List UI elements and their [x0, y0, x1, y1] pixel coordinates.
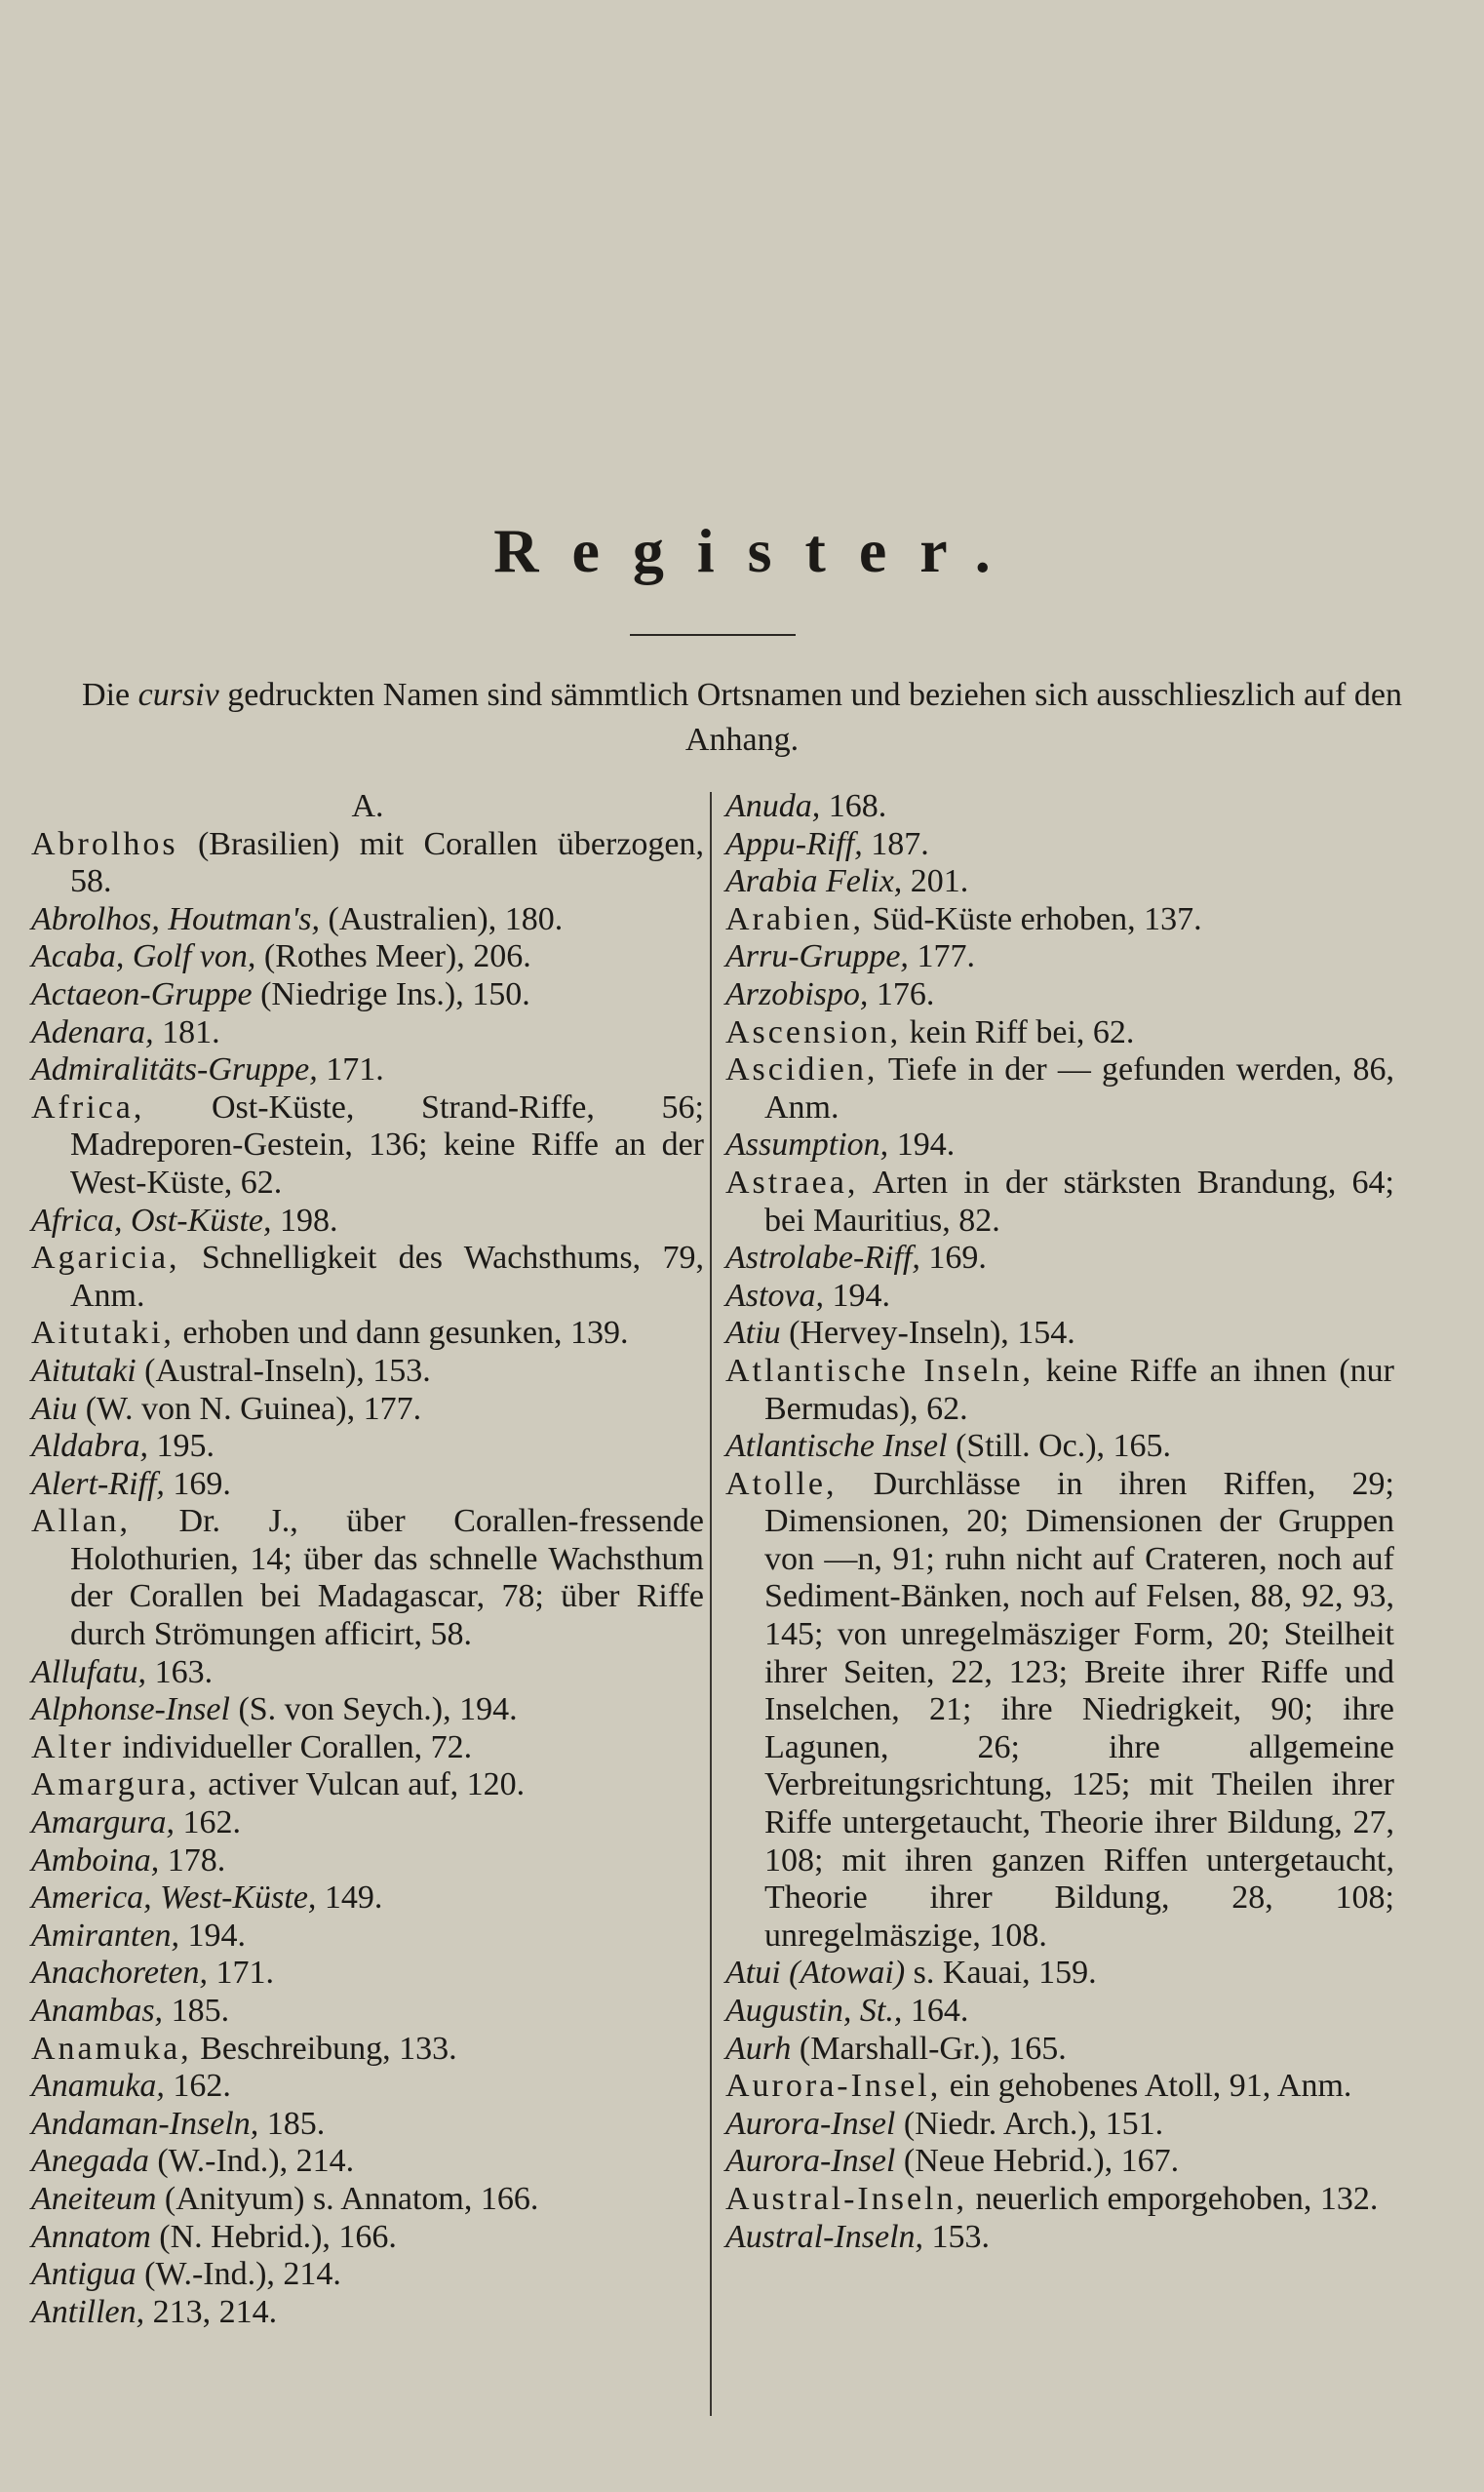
- index-entry: [31, 1691, 704, 1729]
- index-entry: [31, 1089, 704, 1203]
- entry-headword: Agaricia,: [31, 1240, 180, 1277]
- index-entry: [725, 1315, 1394, 1353]
- entry-headword: Ascension,: [725, 1013, 902, 1050]
- entry-headword: Abrolhos, Houtman's,: [31, 900, 320, 937]
- entry-headword: Allan,: [31, 1503, 132, 1540]
- index-entry: [31, 1804, 704, 1842]
- index-entry: [31, 2256, 704, 2294]
- index-entry: [725, 2106, 1394, 2144]
- entry-headword: Anachoreten,: [31, 1955, 208, 1992]
- page-title: Register.: [493, 516, 1024, 585]
- entry-text: 169.: [919, 1240, 987, 1277]
- entry-text: (W.-Ind.), 214.: [136, 2256, 341, 2293]
- index-entry: [31, 1014, 704, 1052]
- index-entry: [31, 1466, 704, 1504]
- index-entry: [725, 2219, 1394, 2257]
- index-entry: [725, 1466, 1394, 1956]
- entry-text: (W.-Ind.), 214.: [148, 2143, 355, 2180]
- entry-text: Arten in der stärksten Brandung, 64; bei Mauritius, 82.: [764, 1164, 1394, 1239]
- index-entry: [31, 1051, 704, 1089]
- entry-text: 187.: [862, 825, 929, 862]
- index-entry: [725, 1428, 1394, 1466]
- entry-text: (Rothes Meer), 206.: [255, 938, 531, 975]
- entry-headword: Astraea,: [725, 1164, 859, 1201]
- section-letter: A.: [351, 788, 384, 824]
- entry-headword: Arabia Felix,: [725, 863, 903, 900]
- entry-text: neuerlich emporgehoben, 132.: [967, 2180, 1379, 2217]
- entry-headword: Aiu: [31, 1390, 78, 1427]
- right-column: [725, 788, 1394, 2256]
- entry-headword: Antigua: [31, 2256, 137, 2293]
- entry-headword: Atiu: [725, 1315, 781, 1352]
- entry-text: 168.: [820, 788, 887, 824]
- entry-headword: Amboina,: [31, 1841, 160, 1879]
- entry-text: Beschreibung, 133.: [191, 2030, 457, 2067]
- entry-headword: Appu-Riff,: [725, 825, 863, 862]
- entry-headword: Anuda,: [725, 788, 821, 824]
- entry-text: 181.: [153, 1013, 220, 1050]
- entry-text: 163.: [146, 1653, 214, 1690]
- entry-text: (N. Hebrid.), 166.: [150, 2218, 397, 2255]
- index-entry: [31, 1729, 704, 1767]
- index-entry: [725, 1014, 1394, 1052]
- index-entry: [725, 2181, 1394, 2219]
- entry-text: 153.: [923, 2218, 991, 2255]
- entry-headword: Aurora-Insel,: [725, 2068, 942, 2105]
- entry-text: 177.: [908, 938, 975, 975]
- title-rule: [630, 634, 796, 636]
- entry-headword: Alphonse-Insel: [31, 1691, 230, 1728]
- entry-headword: Alert-Riff,: [31, 1465, 165, 1502]
- left-column: [31, 788, 704, 2331]
- index-entry: [725, 1127, 1394, 1165]
- entry-text: erhoben und dann gesunken, 139.: [174, 1315, 629, 1352]
- entry-headword: Aurh: [725, 2030, 792, 2067]
- entry-headword: Aitutaki: [31, 1352, 137, 1389]
- index-entry: [31, 1503, 704, 1653]
- entry-headword: Andaman-Inseln,: [31, 2105, 259, 2142]
- entry-text: (W. von N. Guinea), 177.: [77, 1390, 422, 1427]
- entry-text: 194.: [179, 1917, 247, 1954]
- entry-text: (Austral-Inseln), 153.: [136, 1352, 431, 1389]
- entry-headword: Austral-Inseln,: [725, 2218, 924, 2255]
- entry-text: individueller Corallen, 72.: [113, 1728, 473, 1765]
- entry-text: Schnelligkeit des Wachsthums, 79, Anm.: [70, 1240, 704, 1314]
- entry-headword: Africa,: [31, 1088, 145, 1126]
- entry-headword: Alter: [31, 1728, 114, 1765]
- entry-headword: Annatom: [31, 2218, 151, 2255]
- entry-headword: Aitutaki,: [31, 1315, 175, 1352]
- entry-text: 178.: [159, 1841, 226, 1879]
- index-entry: [31, 901, 704, 939]
- index-entry: [31, 2068, 704, 2106]
- entry-text: (Hervey-Inseln), 154.: [780, 1315, 1075, 1352]
- entry-headword: Ascidien,: [725, 1051, 879, 1088]
- entry-headword: Aldabra,: [31, 1428, 148, 1465]
- intro-part1: Die: [82, 677, 131, 713]
- entry-headword: Atui (Atowai): [725, 1955, 906, 1992]
- index-entry: [31, 1203, 704, 1241]
- entry-text: Ost-Küste, Strand-Riffe, 56; Madreporen-Gestein, 136; keine Riffe an der West-Küste, 62.: [70, 1088, 704, 1201]
- index-entry: [31, 2294, 704, 2332]
- entry-text: (Neue Hebrid.), 167.: [895, 2143, 1180, 2180]
- entry-text: (S. von Seych.), 194.: [229, 1691, 518, 1728]
- entry-headword: Atolle,: [725, 1465, 838, 1502]
- index-entry: [725, 826, 1394, 864]
- index-entry: [725, 938, 1394, 976]
- index-entry: [31, 938, 704, 976]
- entry-headword: Astrolabe-Riff,: [725, 1240, 920, 1277]
- intro-part2: gedruckten Namen sind sämmtlich Ortsnamen und beziehen sich ausschlieszlich auf den Anhang.: [227, 677, 1402, 758]
- entry-headword: Astova,: [725, 1277, 825, 1314]
- entry-text: 162.: [164, 2068, 231, 2105]
- index-entry: [725, 1240, 1394, 1278]
- entry-headword: Anamuka,: [31, 2068, 165, 2105]
- index-entry: [725, 901, 1394, 939]
- entry-text: (Still. Oc.), 165.: [947, 1428, 1172, 1465]
- entry-text: 213, 214.: [144, 2293, 278, 2330]
- index-entry: [725, 2031, 1394, 2069]
- entry-text: 164.: [902, 1993, 969, 2029]
- index-entry: [31, 1240, 704, 1315]
- index-entry: [31, 826, 704, 901]
- entry-headword: Anegada: [31, 2143, 149, 2180]
- entry-text: Süd-Küste erhoben, 137.: [864, 900, 1202, 937]
- intro-italic-word: cursiv: [137, 677, 219, 713]
- entry-headword: Arzobispo,: [725, 975, 869, 1012]
- index-entry: [725, 1955, 1394, 1993]
- entry-text: 162.: [175, 1804, 242, 1841]
- index-entry: [31, 1842, 704, 1880]
- entry-headword: Actaeon-Gruppe: [31, 975, 253, 1012]
- entry-text: 169.: [164, 1465, 231, 1502]
- entry-text: 194.: [888, 1127, 956, 1164]
- entry-text: Tiefe in der — gefunden werden, 86, Anm.: [764, 1051, 1394, 1126]
- entry-text: activer Vulcan auf, 120.: [199, 1766, 526, 1803]
- index-entry: [725, 788, 1394, 826]
- index-entry: [725, 863, 1394, 901]
- entry-text: (Niedr. Arch.), 151.: [895, 2105, 1164, 2142]
- entry-headword: Amargura,: [31, 1804, 176, 1841]
- index-entry: [31, 2143, 704, 2181]
- index-entry: [725, 1165, 1394, 1240]
- entry-text: 185.: [258, 2105, 326, 2142]
- index-entry: [31, 1654, 704, 1692]
- entry-text: Durchlässe in ihren Riffen, 29; Dimensionen, 20; Dimensionen der Gruppen von —n, 91; ruhn nicht auf Crateren, noch auf Sediment-Bänken, noch auf Felsen, 88, 92, 93, 145; von unregelmäsziger Form, 20; Steilheit ihrer Seiten, 22, 123; Breite ihrer Riffe und Inselchen, 21; ihre Niedrigkeit, 90; ihre Lagunen, 26; ihre allgemeine Verbreitungsrichtung, 125; mit Theilen ihrer Riffe untergetaucht, Theorie ihrer Bildung, 27, 108; mit ihren ganzen Riffen untergetaucht, Theorie ihrer Bildung, 28, 108; unregelmäszige, 108.: [764, 1465, 1394, 1954]
- entry-text: 171.: [207, 1955, 274, 1992]
- entry-text: ein gehobenes Atoll, 91, Anm.: [941, 2068, 1352, 2105]
- index-entry: [725, 1993, 1394, 2031]
- index-entry: [31, 1391, 704, 1429]
- entry-headword: Arru-Gruppe,: [725, 938, 909, 975]
- entry-text: 185.: [163, 1993, 230, 2029]
- entry-text: 194.: [824, 1277, 891, 1314]
- index-entry: [31, 1766, 704, 1804]
- entry-text: kein Riff bei, 62.: [901, 1013, 1135, 1050]
- entry-headword: Assumption,: [725, 1127, 889, 1164]
- index-entry: [725, 976, 1394, 1014]
- entry-headword: Arabien,: [725, 900, 865, 937]
- index-entry: [725, 2068, 1394, 2106]
- intro-note: [39, 673, 1445, 763]
- entry-headword: Acaba, Golf von,: [31, 938, 256, 975]
- entry-text: Dr. J., über Corallen-fressende Holothurien, 14; über das schnelle Wachsthum der Corallen bei Madagascar, 78; über Riffe durch Strömungen afficirt, 58.: [70, 1503, 704, 1653]
- entry-headword: Amiranten,: [31, 1917, 180, 1954]
- index-entry: [725, 1278, 1394, 1316]
- entry-headword: Aurora-Insel: [725, 2143, 896, 2180]
- entry-headword: Antillen,: [31, 2293, 145, 2330]
- entry-headword: Anamuka,: [31, 2030, 192, 2067]
- entry-text: 195.: [147, 1428, 215, 1465]
- entry-text: 198.: [271, 1202, 338, 1239]
- entry-text: (Niedrige Ins.), 150.: [252, 975, 530, 1012]
- entry-headword: Atlantische Insel: [725, 1428, 948, 1465]
- entry-text: 171.: [317, 1051, 384, 1088]
- entry-headword: Adenara,: [31, 1013, 154, 1050]
- index-entry: [725, 2143, 1394, 2181]
- index-entry: [31, 1993, 704, 2031]
- entry-text: 149.: [316, 1879, 383, 1917]
- entry-text: 201.: [902, 863, 969, 900]
- entry-headword: Aurora-Insel: [725, 2105, 896, 2142]
- index-entry: [31, 1315, 704, 1353]
- entry-headword: Africa, Ost-Küste,: [31, 1202, 272, 1239]
- index-entry: [31, 1918, 704, 1956]
- entry-headword: Allufatu,: [31, 1653, 147, 1690]
- entry-headword: Austral-Inseln,: [725, 2180, 968, 2217]
- entry-headword: Atlantische Inseln,: [725, 1352, 1035, 1389]
- entry-headword: America, West-Küste,: [31, 1879, 317, 1917]
- entry-headword: Aneiteum: [31, 2180, 157, 2217]
- index-entry: [31, 976, 704, 1014]
- index-entry: [31, 2219, 704, 2257]
- entry-headword: Augustin, St.,: [725, 1993, 903, 2029]
- entry-headword: Abrolhos: [31, 825, 178, 862]
- index-entry: [31, 1955, 704, 1993]
- index-entry: [31, 2031, 704, 2069]
- entry-headword: Anambas,: [31, 1993, 164, 2029]
- column-divider: [710, 792, 712, 2416]
- entry-text: (Marshall-Gr.), 165.: [791, 2030, 1067, 2067]
- index-entry: [31, 2181, 704, 2219]
- entry-headword: Admiralitäts-Gruppe,: [31, 1051, 318, 1088]
- entry-text: 176.: [868, 975, 935, 1012]
- index-entry: [31, 1879, 704, 1918]
- entry-text: keine Riffe an ihnen (nur Bermudas), 62.: [764, 1352, 1394, 1427]
- index-entry: [725, 1051, 1394, 1127]
- entry-headword: Amargura,: [31, 1766, 200, 1803]
- entry-text: (Anityum) s. Annatom, 166.: [156, 2180, 539, 2217]
- index-entry: [725, 1353, 1394, 1428]
- entry-text: (Australien), 180.: [319, 900, 564, 937]
- index-entry: [31, 1353, 704, 1391]
- entry-text: (Brasilien) mit Corallen überzogen, 58.: [70, 825, 704, 900]
- entry-text: s. Kauai, 159.: [905, 1955, 1097, 1992]
- index-entry: [31, 1428, 704, 1466]
- index-entry: [31, 2106, 704, 2144]
